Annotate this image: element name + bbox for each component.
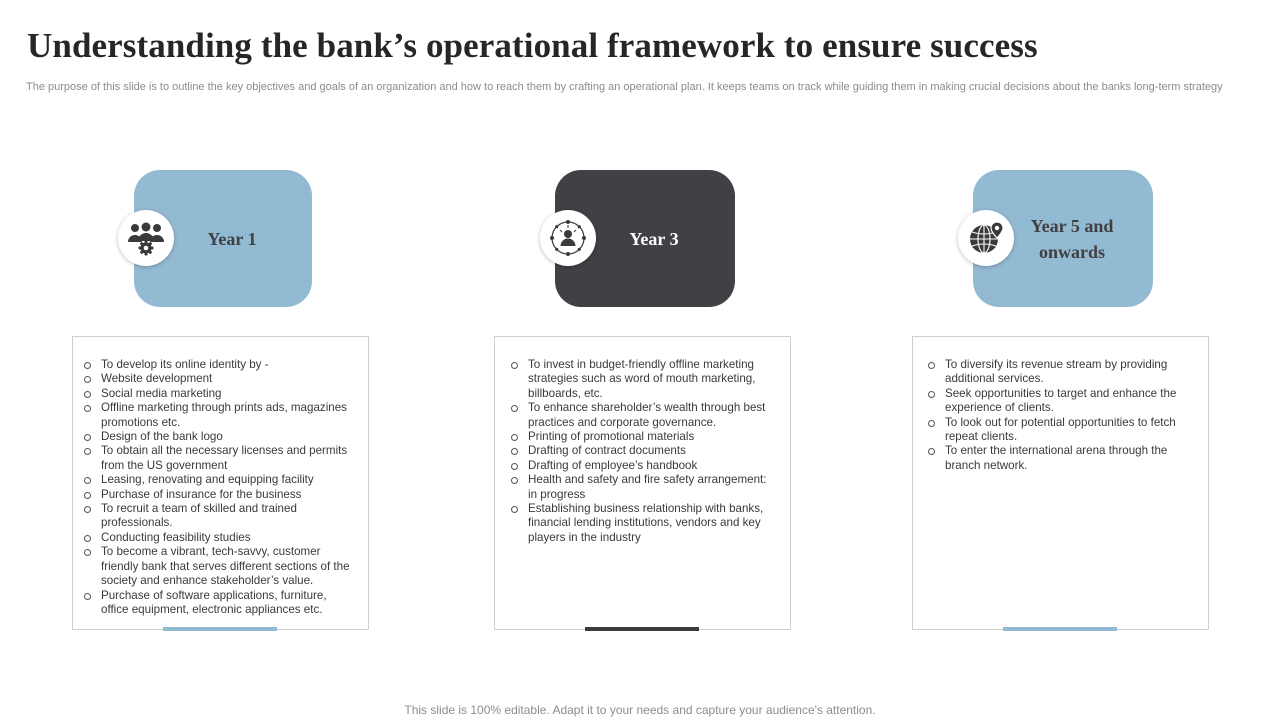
list-item: Drafting of employee’s handbook [528, 459, 770, 473]
year-5-list [913, 337, 1208, 473]
year-3-heading: Year 3 [629, 228, 679, 249]
slide-subtitle: The purpose of this slide is to outline the key objectives and goals of an organization and how to reach them by crafting an operational plan. It keeps teams on track while guiding them in making crucial decisions about the banks long-term strategy [26, 81, 1223, 93]
list-item: Website development [101, 372, 356, 386]
list-item: Purchase of insurance for the business [101, 488, 356, 502]
list-item: Conducting feasibility studies [101, 531, 356, 545]
year-5-accent-bar [1003, 627, 1117, 631]
list-item: To diversify its revenue stream by providing additional services. [945, 358, 1178, 387]
year-1-card [72, 336, 369, 630]
list-item: Printing of promotional materials [528, 430, 770, 444]
list-item: To obtain all the necessary licenses and permits from the US government [101, 444, 356, 473]
person-network-icon [540, 210, 596, 266]
list-item: To become a vibrant, tech-savvy, customer friendly bank that serves different sections of the society and enhance stakeholder’s value. [101, 545, 356, 588]
list-item: To enhance shareholder’s wealth through best practices and corporate governance. [528, 401, 770, 430]
list-item: Seek opportunities to target and enhance the experience of clients. [945, 386, 1177, 415]
globe-location-icon [958, 210, 1014, 266]
list-item: Design of the bank logo [101, 430, 356, 444]
year-3-accent-bar [585, 627, 699, 631]
list-item: Establishing business relationship with banks, financial lending institutions, vendors and key players in the industry [528, 502, 770, 545]
year-1-list [73, 337, 368, 617]
year-5-heading: Year 5 and onwards [1030, 215, 1114, 262]
list-item: Social media marketing [101, 387, 356, 401]
year-3-card [494, 336, 791, 630]
footer-note: This slide is 100% editable. Adapt it to your needs and capture your audience's attention. [404, 703, 876, 717]
year-3-list [495, 337, 790, 545]
list-item: To look out for potential opportunities to fetch repeat clients. [945, 416, 1178, 445]
year-1-heading: Year 1 [207, 228, 257, 249]
list-item: To develop its online identity by - [101, 358, 356, 372]
list-item: To recruit a team of skilled and trained professionals. [101, 502, 356, 531]
list-item: Health and safety and fire safety arrangement: in progress [528, 473, 770, 502]
list-item: Leasing, renovating and equipping facility [101, 473, 356, 487]
slide-title: Understanding the bank’s operational framework to ensure success [27, 26, 1038, 65]
team-gear-icon [118, 210, 174, 266]
list-item: Drafting of contract documents [528, 444, 770, 458]
year-5-card [912, 336, 1209, 630]
list-item: To enter the international arena through the branch network. [945, 444, 1178, 473]
list-item: To invest in budget-friendly offline marketing strategies such as word of mouth marketing, billboards, etc. [528, 358, 770, 401]
list-item: Purchase of software applications, furniture, office equipment, electronic appliances etc. [101, 589, 356, 618]
year-1-accent-bar [163, 627, 277, 631]
list-item: Offline marketing through prints ads, magazines promotions etc. [101, 401, 356, 430]
